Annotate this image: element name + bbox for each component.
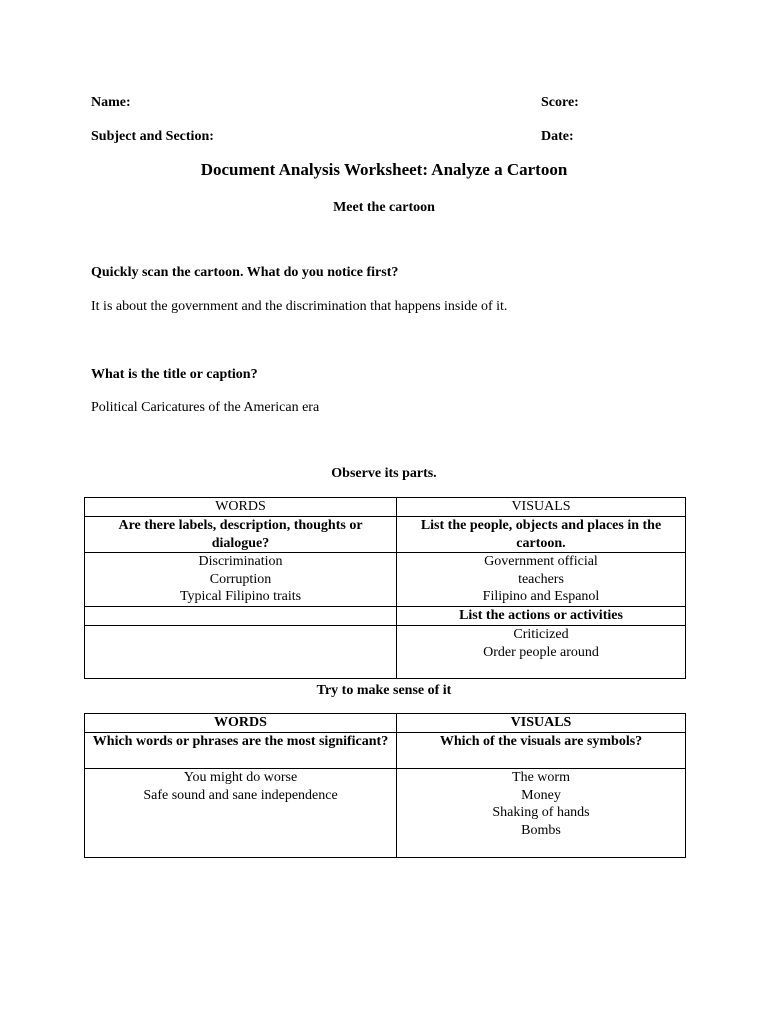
sense-visuals-answer: Bombs xyxy=(521,822,561,838)
sense-words-answers xyxy=(85,769,397,858)
observe-actions-answer: Order people around xyxy=(483,644,599,660)
sense-visuals-question: Which of the visuals are symbols? xyxy=(397,733,686,769)
sense-words-question: Which words or phrases are the most significant? xyxy=(85,733,397,769)
sense-visuals-header: VISUALS xyxy=(397,714,686,733)
page-title: Document Analysis Worksheet: Analyze a Cartoon xyxy=(200,160,568,179)
sense-words-header: WORDS xyxy=(85,714,397,733)
observe-words-question: Are there labels, description, thoughts or dialogue? xyxy=(85,517,397,553)
meet-heading: Meet the cartoon xyxy=(333,200,435,215)
observe-empty-cell xyxy=(85,607,397,626)
sense-visuals-answer: The worm xyxy=(512,770,570,785)
observe-actions-answer: Criticized xyxy=(513,627,569,642)
sense-heading: Try to make sense of it xyxy=(316,683,452,698)
subject-section-label: Subject and Section: xyxy=(91,129,214,144)
observe-words-answers xyxy=(85,553,397,607)
observe-actions-answers xyxy=(397,626,686,679)
observe-heading: Observe its parts. xyxy=(331,466,437,481)
sense-words-answer: Safe sound and sane independence xyxy=(143,787,338,803)
observe-visuals-answers xyxy=(397,553,686,607)
sense-visuals-answer: Shaking of hands xyxy=(492,805,590,820)
answer-notice-first: It is about the government and the discrimination that happens inside of it. xyxy=(91,299,508,314)
observe-visuals-question: List the people, objects and places in the cartoon. xyxy=(397,517,686,553)
observe-table xyxy=(84,497,686,679)
observe-words-answer: Discrimination xyxy=(198,554,283,569)
answer-title-caption: Political Caricatures of the American era xyxy=(91,400,320,415)
observe-visuals-answer: teachers xyxy=(518,571,564,587)
question-title-caption: What is the title or caption? xyxy=(91,367,258,382)
name-label: Name: xyxy=(91,95,131,110)
observe-words-header: WORDS xyxy=(85,498,397,517)
observe-words-answer: Typical Filipino traits xyxy=(179,589,302,604)
score-label: Score: xyxy=(541,95,579,110)
observe-actions-question: List the actions or activities xyxy=(397,607,686,626)
sense-table xyxy=(84,713,686,858)
sense-words-answer: You might do worse xyxy=(183,770,298,785)
observe-visuals-header: VISUALS xyxy=(397,498,686,517)
observe-visuals-answer: Filipino and Espanol xyxy=(482,589,600,604)
question-notice-first: Quickly scan the cartoon. What do you notice first? xyxy=(91,265,399,280)
sense-visuals-answer: Money xyxy=(521,787,561,803)
observe-empty-cell xyxy=(85,626,397,679)
observe-visuals-answer: Government official xyxy=(484,554,598,569)
observe-words-answer: Corruption xyxy=(209,571,272,587)
date-label: Date: xyxy=(541,129,574,144)
sense-visuals-answers xyxy=(397,769,686,858)
